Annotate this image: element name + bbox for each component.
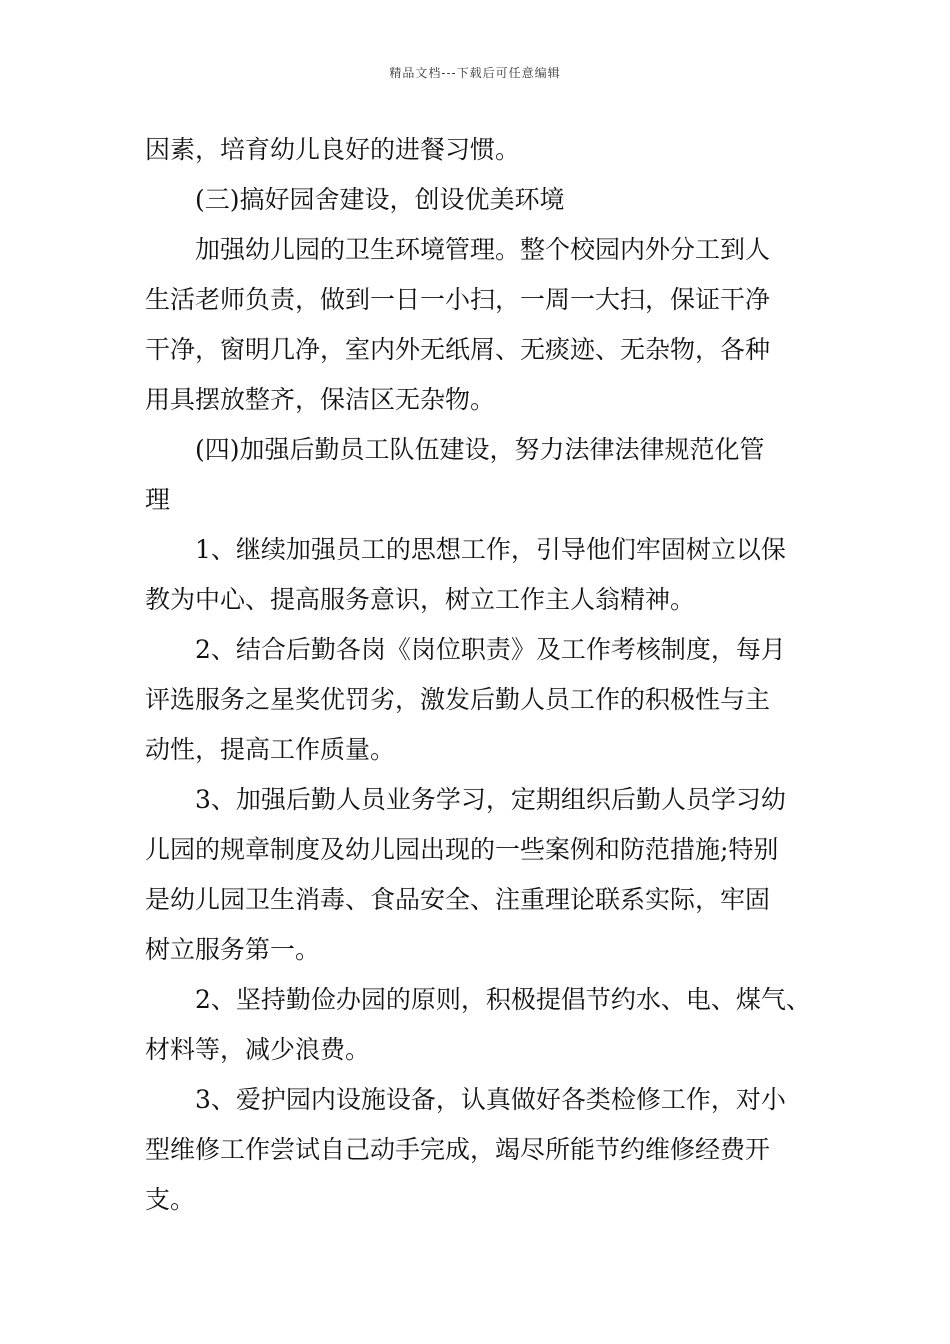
text-line: 因素，培育幼儿良好的进餐习惯。 xyxy=(145,135,521,164)
section-heading-4: (四)加强后勤员工队伍建设，努力法律法律规范化管 xyxy=(195,435,765,464)
text-line: 加强幼儿园的卫生环境管理。整个校园内外分工到人 xyxy=(195,235,771,264)
list-item-2: 2、结合后勤各岗《岗位职责》及工作考核制度，每月 xyxy=(195,635,786,664)
text-line: 评选服务之星奖优罚劣，激发后勤人员工作的积极性与主 xyxy=(145,685,771,714)
text-line: 型维修工作尝试自己动手完成，竭尽所能节约维修经费开 xyxy=(145,1135,771,1164)
text-line: 用具摆放整齐，保洁区无杂物。 xyxy=(145,385,496,414)
text-line: 树立服务第一。 xyxy=(145,935,321,964)
section-heading-3: (三)搞好园舍建设，创设优美环境 xyxy=(195,185,565,214)
text-line: 材料等，减少浪费。 xyxy=(145,1035,371,1064)
text-line: 教为中心、提高服务意识，树立工作主人翁精神。 xyxy=(145,585,696,614)
text-line: 是幼儿园卫生消毒、食品安全、注重理论联系实际，牢固 xyxy=(145,885,771,914)
text-line: 理 xyxy=(145,485,171,514)
list-item-3: 3、加强后勤人员业务学习，定期组织后勤人员学习幼 xyxy=(195,785,786,814)
list-item-3b: 3、爱护园内设施设备，认真做好各类检修工作，对小 xyxy=(195,1085,786,1114)
list-item-2b: 2、坚持勤俭办园的原则，积极提倡节约水、电、煤气、 xyxy=(195,985,811,1014)
text-line: 儿园的规章制度及幼儿园出现的一些案例和防范措施;特别 xyxy=(145,835,779,864)
text-line: 动性，提高工作质量。 xyxy=(145,735,396,764)
page-header: 精品文档---下载后可任意编辑 xyxy=(389,66,561,80)
list-item-1: 1、继续加强员工的思想工作，引导他们牢固树立以保 xyxy=(195,535,786,564)
text-line: 干净，窗明几净，室内外无纸屑、无痰迹、无杂物，各种 xyxy=(145,335,771,364)
text-line: 生活老师负责，做到一日一小扫，一周一大扫，保证干净 xyxy=(145,285,771,314)
document-body xyxy=(145,125,810,1225)
text-line: 支。 xyxy=(145,1185,196,1214)
